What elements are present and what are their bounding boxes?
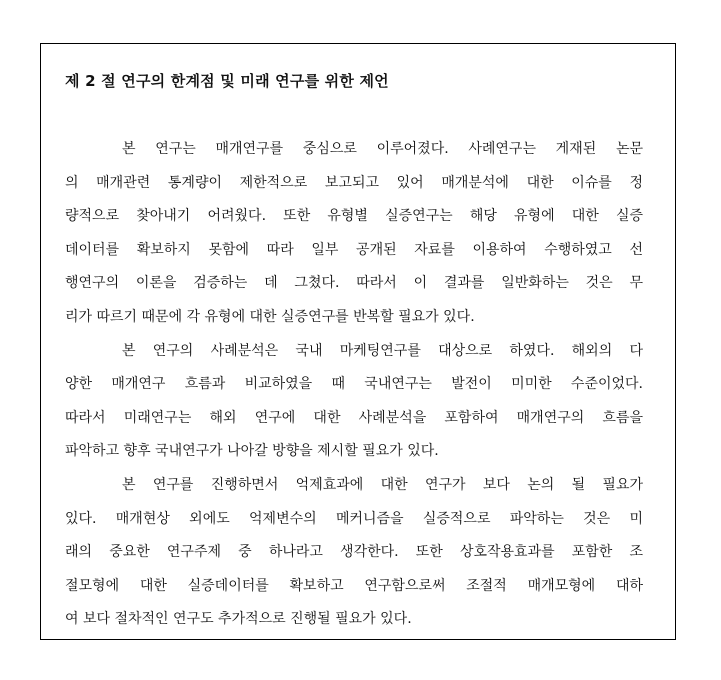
text-line: 있다. 매개현상 외에도 억제변수의 메커니즘을 실증적으로 파악하는 것은 미 (65, 510, 643, 527)
text-line: 따라서 미래연구는 해외 연구에 대한 사례분석을 포함하여 매개연구의 흐름을 (65, 409, 643, 426)
text-line: 데이터를 확보하지 못함에 따라 일부 공개된 자료를 이용하여 수행하였고 선 (65, 241, 643, 258)
text-line: 본 연구의 사례분석은 국내 마케팅연구를 대상으로 하였다. 해외의 다 (122, 342, 643, 359)
text-line: 행연구의 이론을 검증하는 데 그쳤다. 따라서 이 결과를 일반화하는 것은 무 (65, 275, 643, 292)
text-line: 여 보다 절차적인 연구도 추가적으로 진행될 필요가 있다. (65, 611, 412, 628)
paragraph-future-research (65, 469, 643, 637)
text-line: 절모형에 대한 실증데이터를 확보하고 연구함으로써 조절적 매개모형에 대하 (65, 577, 643, 594)
body-text (65, 133, 643, 637)
text-line: 본 연구는 매개연구를 중심으로 이루어졌다. 사례연구는 게재된 논문 (122, 141, 643, 157)
text-line: 양한 매개연구 흐름과 비교하였을 때 국내연구는 발전이 미미한 수준이었다. (65, 376, 643, 393)
text-line: 리가 따르기 때문에 각 유형에 대한 실증연구를 반복할 필요가 있다. (65, 308, 475, 325)
text-box-frame (40, 43, 676, 640)
text-line: 의 매개관련 통계량이 제한적으로 보고되고 있어 매개분석에 대한 이슈를 정 (65, 174, 643, 191)
text-line: 래의 중요한 연구주제 중 하나라고 생각한다. 또한 상호작용효과를 포함한 조 (65, 544, 643, 561)
text-line: 본 연구를 진행하면서 억제효과에 대한 연구가 보다 논의 될 필요가 (122, 476, 643, 493)
section-heading: 제 2 절 연구의 한계점 및 미래 연구를 위한 제언 (65, 72, 389, 90)
text-line: 파악하고 향후 국내연구가 나아갈 방향을 제시할 필요가 있다. (65, 443, 439, 460)
paragraph-limitations-1 (65, 133, 643, 335)
paragraph-limitations-2 (65, 335, 643, 469)
text-line: 량적으로 찾아내기 어려웠다. 또한 유형별 실증연구는 해당 유형에 대한 실증 (65, 208, 643, 225)
